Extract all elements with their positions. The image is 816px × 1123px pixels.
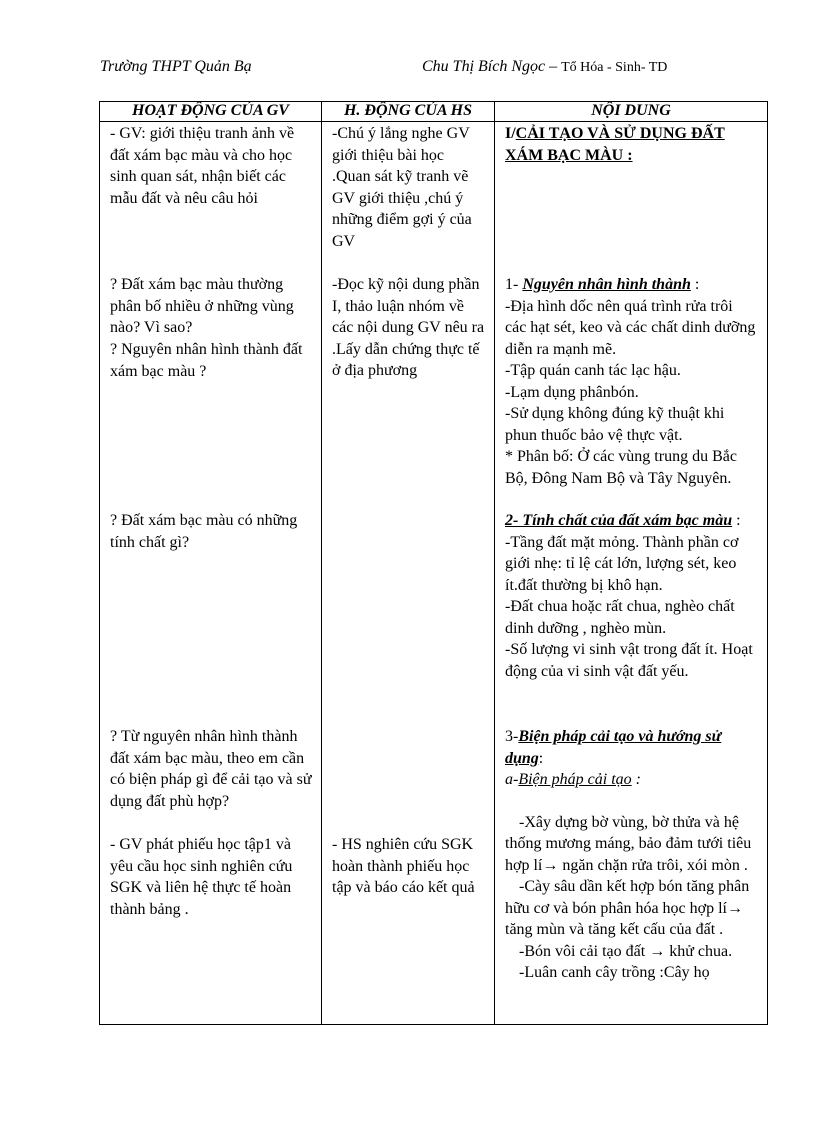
- gv-item: - GV: giới thiệu tranh ảnh về đất xám bạc màu và cho học sinh quan sát, nhận biết các mẫu đất và nêu câu hỏi: [110, 125, 295, 207]
- sub-heading-suffix: :: [631, 771, 641, 788]
- subsection-title: 2- Tính chất của đất xám bạc màu: [505, 512, 733, 529]
- gv-item: ? Đất xám bạc màu thường phân bố nhiều ở những vùng nào? Vì sao?: [110, 276, 294, 336]
- hs-item: - HS nghiên cứu SGK hoàn thành phiếu học tập và báo cáo kết quả: [332, 836, 475, 896]
- subsection-causes: [505, 274, 758, 489]
- gv-item: - GV phát phiếu học tập1 và yêu cầu học sinh nghiên cứu SGK và liên hệ thực tế hoàn thành bảng .: [110, 836, 293, 918]
- sub-heading-prefix: a-: [505, 771, 519, 788]
- section-title: CẢI TẠO VÀ SỬ DỤNG ĐẤT XÁM BẠC MÀU :: [505, 125, 725, 164]
- content-cell: [495, 122, 768, 1025]
- teacher-activity-cell: [100, 122, 322, 1025]
- content-line: -Địa hình dốc nên quá trình rửa trôi các hạt sét, keo và các chất dinh dưỡng diễn ra mạnh mẽ.: [505, 297, 756, 358]
- sub-heading-title: Biện pháp cải tạo: [518, 771, 632, 788]
- gv-item: ? Từ nguyên nhân hình thành đất xám bạc màu, theo em cần có biện pháp gì để cải tạo và sử dụng đất phù hợp?: [110, 728, 312, 810]
- author-line: [422, 58, 667, 76]
- subsection-number: 3-: [505, 728, 519, 745]
- content-line: -Luân canh cây trồng :Cây họ: [519, 964, 710, 981]
- subsection-measures: [505, 726, 758, 984]
- table-header-row: [100, 102, 768, 122]
- subsection-number: 1-: [505, 276, 523, 293]
- hs-item: -Chú ý lắng nghe GV giới thiệu bài học .Quan sát kỹ tranh vẽ GV giới thiệu ,chú ý những điểm gợi ý của GV: [332, 125, 472, 250]
- subsection-suffix: :: [690, 276, 700, 293]
- table-body-row: [100, 122, 768, 1025]
- content-line: -Cày sâu dần kết hợp bón tăng phân hữu cơ và bón phân hóa học hợp lí→ tăng mùn và tăng kết cấu của đất .: [505, 878, 750, 938]
- content-line: -Tập quán canh tác lạc hậu.: [505, 362, 681, 379]
- gv-item: ? Nguyên nhân hình thành đất xám bạc màu ?: [110, 341, 303, 380]
- subsection-heading: [505, 274, 758, 296]
- subsection-heading: [505, 510, 758, 532]
- subsection-title: Biện pháp cải tạo và hướng sử dụng: [505, 728, 722, 767]
- section-prefix: I/: [505, 125, 516, 142]
- page-header: [100, 58, 740, 82]
- content-line: -Sử dụng không đúng kỹ thuật khi phun thuốc bảo vệ thực vật.: [505, 405, 725, 444]
- content-line: * Phân bố: Ở các vùng trung du Bắc Bộ, Đông Nam Bộ và Tây Nguyên.: [505, 448, 737, 487]
- subsection-suffix: :: [538, 749, 544, 767]
- gv-item: ? Đất xám bạc màu có những tính chất gì?: [110, 512, 298, 551]
- subsection-heading: [505, 726, 758, 769]
- sub-heading: [505, 769, 758, 791]
- content-line: -Tầng đất mặt mỏng. Thành phần cơ giới nhẹ: tỉ lệ cát lớn, lượng sét, keo ít.đất thường bị khô hạn.: [505, 533, 739, 594]
- content-line: -Lạm dụng phânbón.: [505, 383, 639, 401]
- subsection-title: Nguyên nhân hình thành: [522, 276, 691, 293]
- author-name: Chu Thị Bích Ngọc –: [422, 58, 562, 75]
- subsection-properties: [505, 510, 758, 682]
- subsection-suffix: :: [732, 512, 741, 529]
- header-teacher-activity: HOẠT ĐỘNG CỦA GV: [100, 102, 322, 122]
- spacer: [505, 791, 758, 812]
- content-line: -Đất chua hoặc rất chua, nghèo chất dinh dưỡng , nghèo mùn.: [505, 598, 735, 637]
- hs-item: -Đọc kỹ nội dung phần I, thảo luận nhóm về các nội dung GV nêu ra .Lấy dẫn chứng thực tế ở địa phương: [332, 276, 485, 379]
- content-line: -Số lượng vi sinh vật trong đất ít. Hoạt động của vi sinh vật đất yếu.: [505, 641, 753, 680]
- lesson-plan-table: [99, 101, 768, 1025]
- department-name: Tổ Hóa - Sinh- TD: [561, 60, 668, 75]
- header-content: NỘI DUNG: [495, 102, 768, 122]
- content-line: -Bón vôi cải tạo đất → khử chua.: [519, 942, 733, 960]
- section-heading: [505, 123, 758, 166]
- school-name: Trường THPT Quản Bạ: [100, 58, 252, 75]
- header-student-activity: H. ĐỘNG CỦA HS: [322, 102, 495, 122]
- content-line: -Xây dựng bờ vùng, bờ thửa và hệ thống mương máng, bảo đảm tưới tiêu hợp lí→ ngăn chặn rửa trôi, xói mòn .: [505, 813, 752, 874]
- student-activity-cell: [322, 122, 495, 1025]
